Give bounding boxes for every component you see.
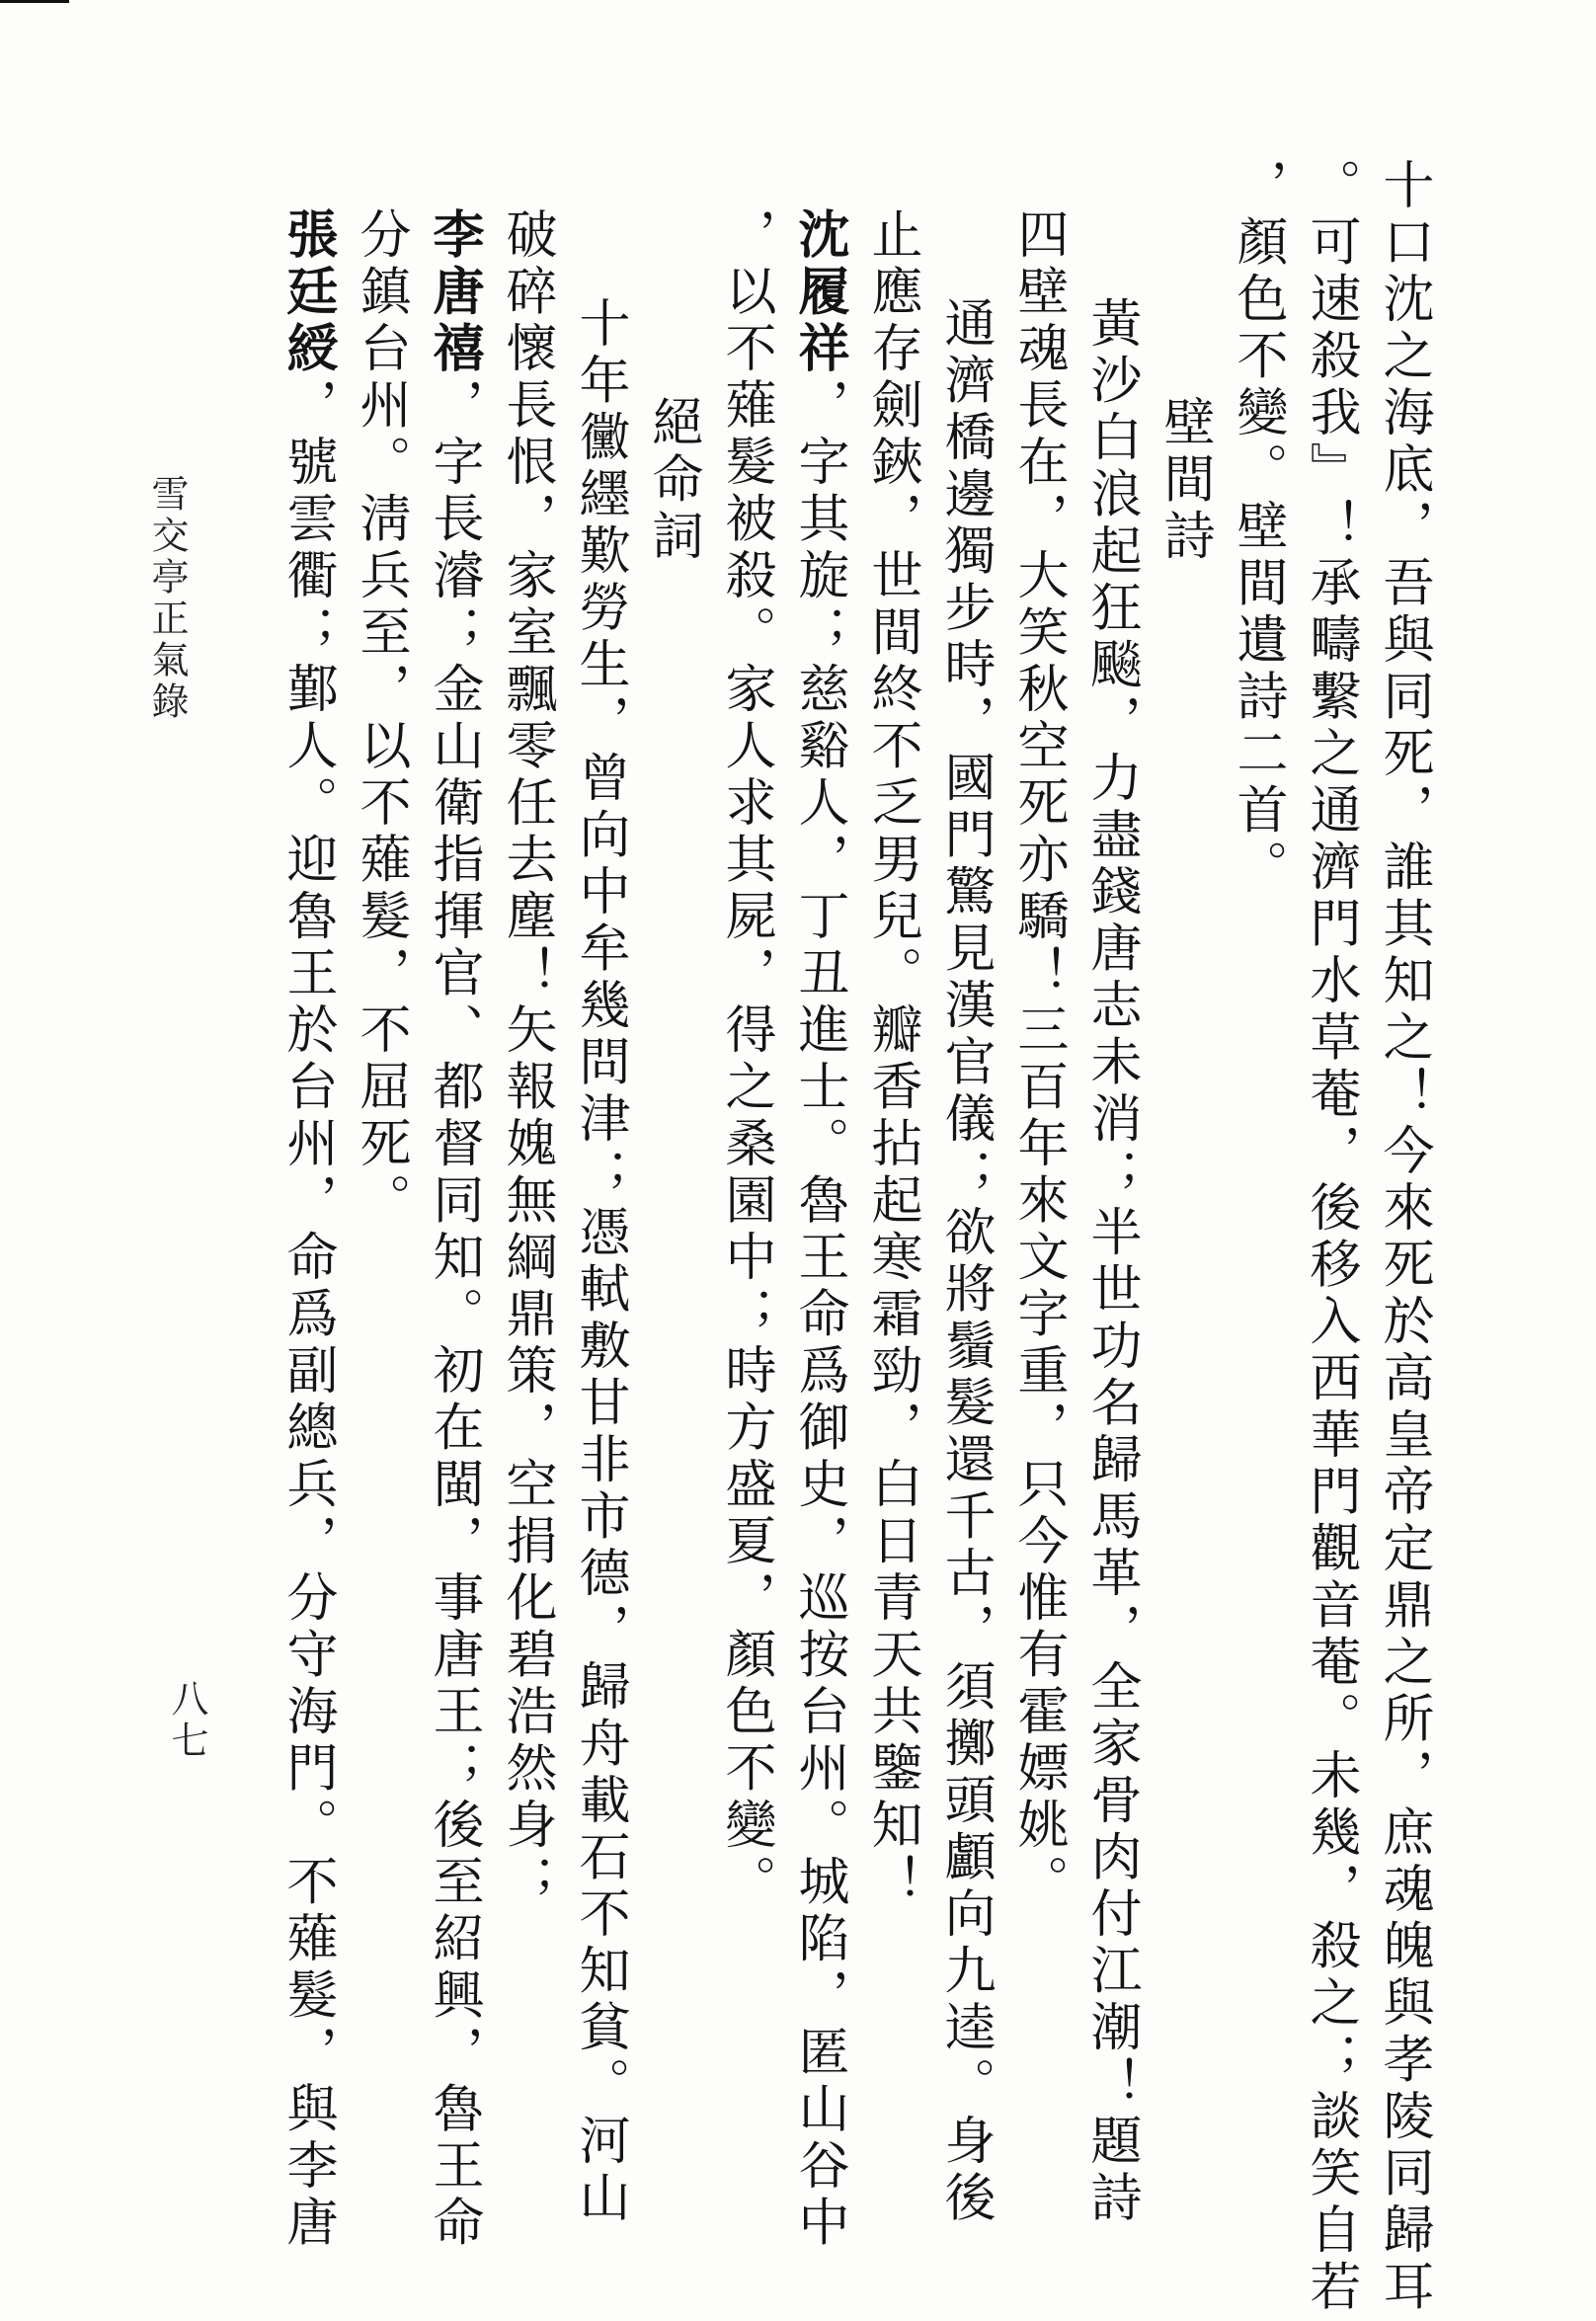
page-number: 八七 — [165, 1679, 208, 1762]
biography-entry-li — [424, 207, 484, 2252]
text-column-10: ，以不薙髮被殺。家人求其屍，得之桑園中；時方盛夏，顏色不變。 — [716, 207, 775, 1911]
text-column-3: ，顏色不變。壁間遺詩二首。 — [1228, 158, 1287, 897]
biography-entry-zhang — [278, 207, 338, 2252]
text-column-1: 十口沈之海底，吾與同死，誰其知之！今來死於高皇帝定鼎之所，庶魂魄與孝陵同歸耳 — [1374, 158, 1433, 2316]
running-head: 雪交亭正氣錄 — [145, 474, 189, 723]
text-column-14: ，字長濬；金山衛指揮官、都督同知。初在閩，事唐王；後至紹興，魯王命 — [424, 377, 483, 2252]
person-name-li-tangxi: 李唐禧 — [424, 207, 484, 378]
section-heading-wall-poems: 壁間詩 — [1155, 395, 1214, 566]
biography-entry-shen — [789, 207, 849, 2252]
text-column-12: 十年黴纆歎勞生，曾向中牟幾問津；憑軾敷甘非市德，歸舟載石不知貧。河山 — [570, 296, 629, 2227]
text-column-6: 四壁魂長在，大笑秋空死亦驕！三百年來文字重，只今惟有霍嫖姚。 — [1008, 207, 1068, 1911]
scan-edge-line — [0, 0, 69, 3]
text-column-16: ，號雲衢；鄞人。迎魯王於台州，命爲副總兵，分守海門。不薙髮，與李唐 — [278, 377, 337, 2252]
text-column-13: 破碎懷長恨，家室飄零任去塵！矢報媿無綱鼎策，空捐化碧浩然身； — [497, 207, 556, 1911]
text-column-9: ，字其旋；慈谿人，丁丑進士。魯王命爲御史，巡按台州。城陷，匿山谷中 — [789, 377, 848, 2252]
text-column-2: 。可速殺我』！承疇繫之通濟門水草菴，後移入西華門觀音菴。未幾，殺之；談笑自若 — [1301, 158, 1360, 2316]
text-column-8: 止應存劍鋏，世間終不乏男兒。瓣香拈起寒霜勁，白日青天共鑒知！ — [862, 207, 921, 1911]
text-column-15: 分鎮台州。淸兵至，以不薙髮，不屈死。 — [351, 207, 410, 1230]
text-column-7: 通濟橋邊獨步時，國門驚見漢官儀；欲將鬚髮還千古，須擲頭顱向九逵。身後 — [935, 296, 995, 2227]
person-name-shen-lvxiang: 沈履祥 — [789, 207, 849, 378]
text-column-5: 黃沙白浪起狂飈，力盡錢唐志未消；半世功名歸馬革，全家骨肉付江潮！題詩 — [1081, 296, 1141, 2227]
person-name-zhang-tingshou: 張廷綬 — [278, 207, 338, 378]
section-heading-death-verse: 絕命詞 — [643, 395, 702, 566]
